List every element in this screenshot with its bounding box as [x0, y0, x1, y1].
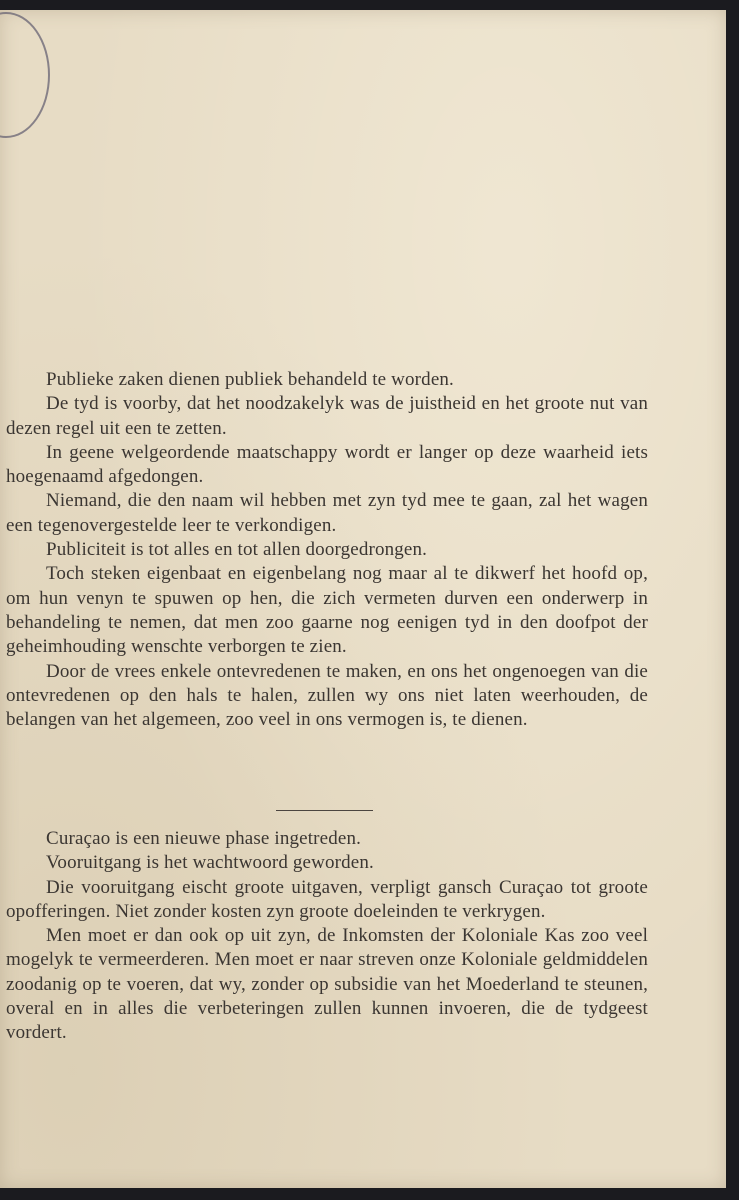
paragraph: De tyd is voorby, dat het noodzakelyk was de juistheid en het groote nut van dezen regel uit een te zetten.: [6, 393, 648, 439]
paragraph: Publiciteit is tot alles en tot allen doorgedrongen.: [46, 539, 428, 561]
section-divider: [276, 810, 373, 811]
document-page: [0, 10, 726, 1188]
paragraph: Vooruitgang is het wachtwoord geworden.: [46, 852, 374, 874]
paragraph: Toch steken eigenbaat en eigenbelang nog maar al te dikwerf het hoofd op, om hun venyn te spuwen op hen, die zich vermeten durven een onderwerp in behandeling te nemen, dat men zoo gaarne nog eenigen tyd in den doofpot der geheimhouding wenschte verborgen te zien.: [6, 563, 648, 658]
paragraph: Door de vrees enkele ontevredenen te maken, en ons het ongenoegen van die ontevredenen op den hals te halen, zullen wy ons niet laten weerhouden, de belangen van het algemeen, zoo veel in ons vermogen is, te dienen.: [6, 660, 648, 731]
paragraph: Men moet er dan ook op uit zyn, de Inkomsten der Koloniale Kas zoo veel mogelyk te vermeerderen. Men moet er naar streven onze Koloniale geldmiddelen zoodanig op te voeren, dat wy, zonder op subsidie van het Moederland te steunen, overal en in alles die verbeteringen zullen kunnen invoeren, die de tydgeest vordert.: [6, 925, 648, 1044]
library-stamp: [0, 12, 50, 138]
section-1: [6, 368, 648, 732]
section-2: [6, 827, 648, 1046]
paragraph: Publieke zaken dienen publiek behandeld te worden.: [46, 369, 454, 390]
paragraph: Die vooruitgang eischt groote uitgaven, verpligt gansch Curaçao tot groote opofferingen. Niet zonder kosten zyn groote doeleinden te verkrygen.: [6, 876, 648, 922]
paragraph: Curaçao is een nieuwe phase ingetreden.: [46, 828, 361, 849]
paragraph: In geene welgeordende maatschappy wordt er langer op deze waarheid iets hoegenaamd afgedongen.: [6, 441, 648, 488]
paragraph: Niemand, die den naam wil hebben met zyn tyd mee te gaan, zal het wagen een tegenovergestelde leer te verkondigen.: [6, 490, 648, 536]
